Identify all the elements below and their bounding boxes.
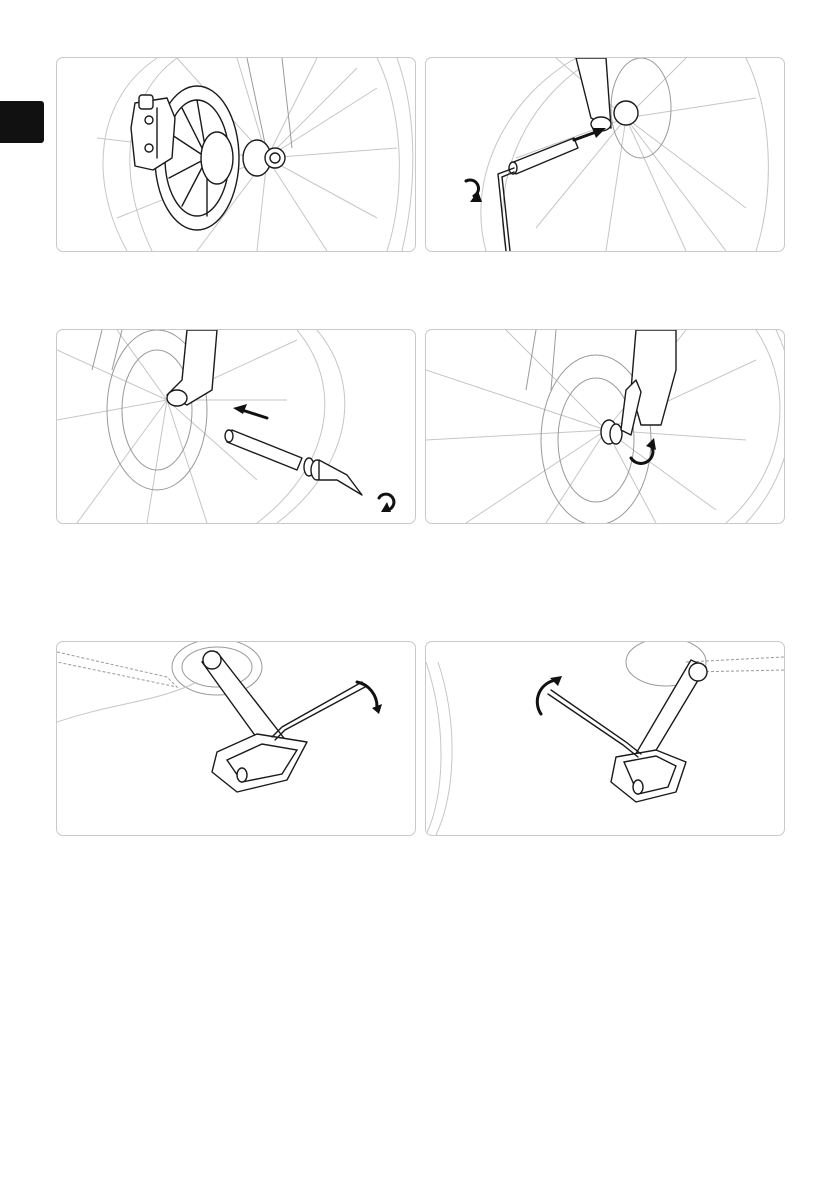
figure-remove-axle xyxy=(56,329,416,524)
figure-insert-axle xyxy=(425,57,785,252)
figure-right-pedal xyxy=(56,641,416,836)
chapter-tab xyxy=(0,101,44,143)
figure-left-pedal xyxy=(425,641,785,836)
figure-brake-caliper xyxy=(56,57,416,252)
figure-close-lever xyxy=(425,329,785,524)
